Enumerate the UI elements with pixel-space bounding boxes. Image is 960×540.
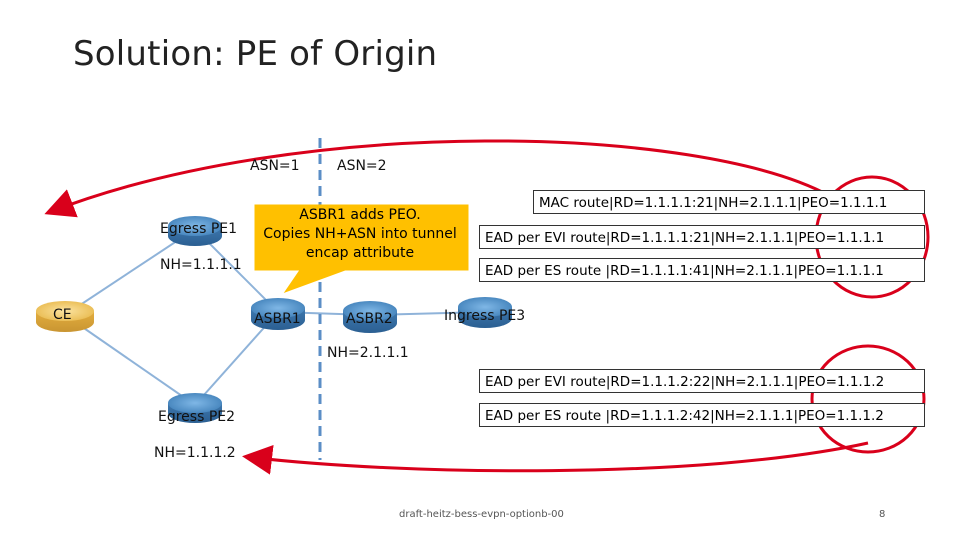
footer-draft-name: draft-heitz-bess-evpn-optionb-00	[399, 509, 564, 520]
page-number: 8	[879, 509, 886, 520]
callout-line-2: Copies NH+ASN into tunnel	[263, 226, 457, 242]
callout-line-3: encap attribute	[305, 245, 415, 261]
callout-line-1: ASBR1 adds PEO.	[299, 207, 421, 223]
asn-left-label: ASN=1	[250, 158, 300, 174]
egress-pe1-nh-label: NH=1.1.1.1	[160, 257, 242, 273]
egress-pe1-label: Egress PE1	[160, 221, 238, 237]
ce-label: CE	[53, 307, 72, 323]
asn-right-label: ASN=2	[337, 158, 387, 174]
route-box-ead-es-pe1: EAD per ES route |RD=1.1.1.1:41|NH=2.1.1.1|PEO=1.1.1.1	[479, 258, 925, 282]
callout-text	[254, 206, 466, 263]
route-box-ead-evi-pe2: EAD per EVI route|RD=1.1.1.2:22|NH=2.1.1.1|PEO=1.1.1.2	[479, 369, 925, 393]
asbr1-label: ASBR1	[254, 311, 301, 327]
arrow-to-egress-pe2	[248, 443, 868, 471]
route-box-ead-evi-pe1: EAD per EVI route|RD=1.1.1.1:21|NH=2.1.1.1|PEO=1.1.1.1	[479, 225, 925, 249]
route-box-mac: MAC route|RD=1.1.1.1:21|NH=2.1.1.1|PEO=1.1.1.1	[533, 190, 925, 214]
egress-pe2-nh-label: NH=1.1.1.2	[154, 445, 236, 461]
asbr2-nh-label: NH=2.1.1.1	[327, 345, 409, 361]
ingress-pe3-label: Ingress PE3	[444, 308, 526, 324]
peo-highlight-circle-bottom	[812, 346, 924, 452]
asbr2-label: ASBR2	[346, 311, 393, 327]
route-box-ead-es-pe2: EAD per ES route |RD=1.1.1.2:42|NH=2.1.1.1|PEO=1.1.1.2	[479, 403, 925, 427]
slide-title: Solution: PE of Origin	[73, 34, 438, 74]
egress-pe2-label: Egress PE2	[158, 409, 236, 425]
